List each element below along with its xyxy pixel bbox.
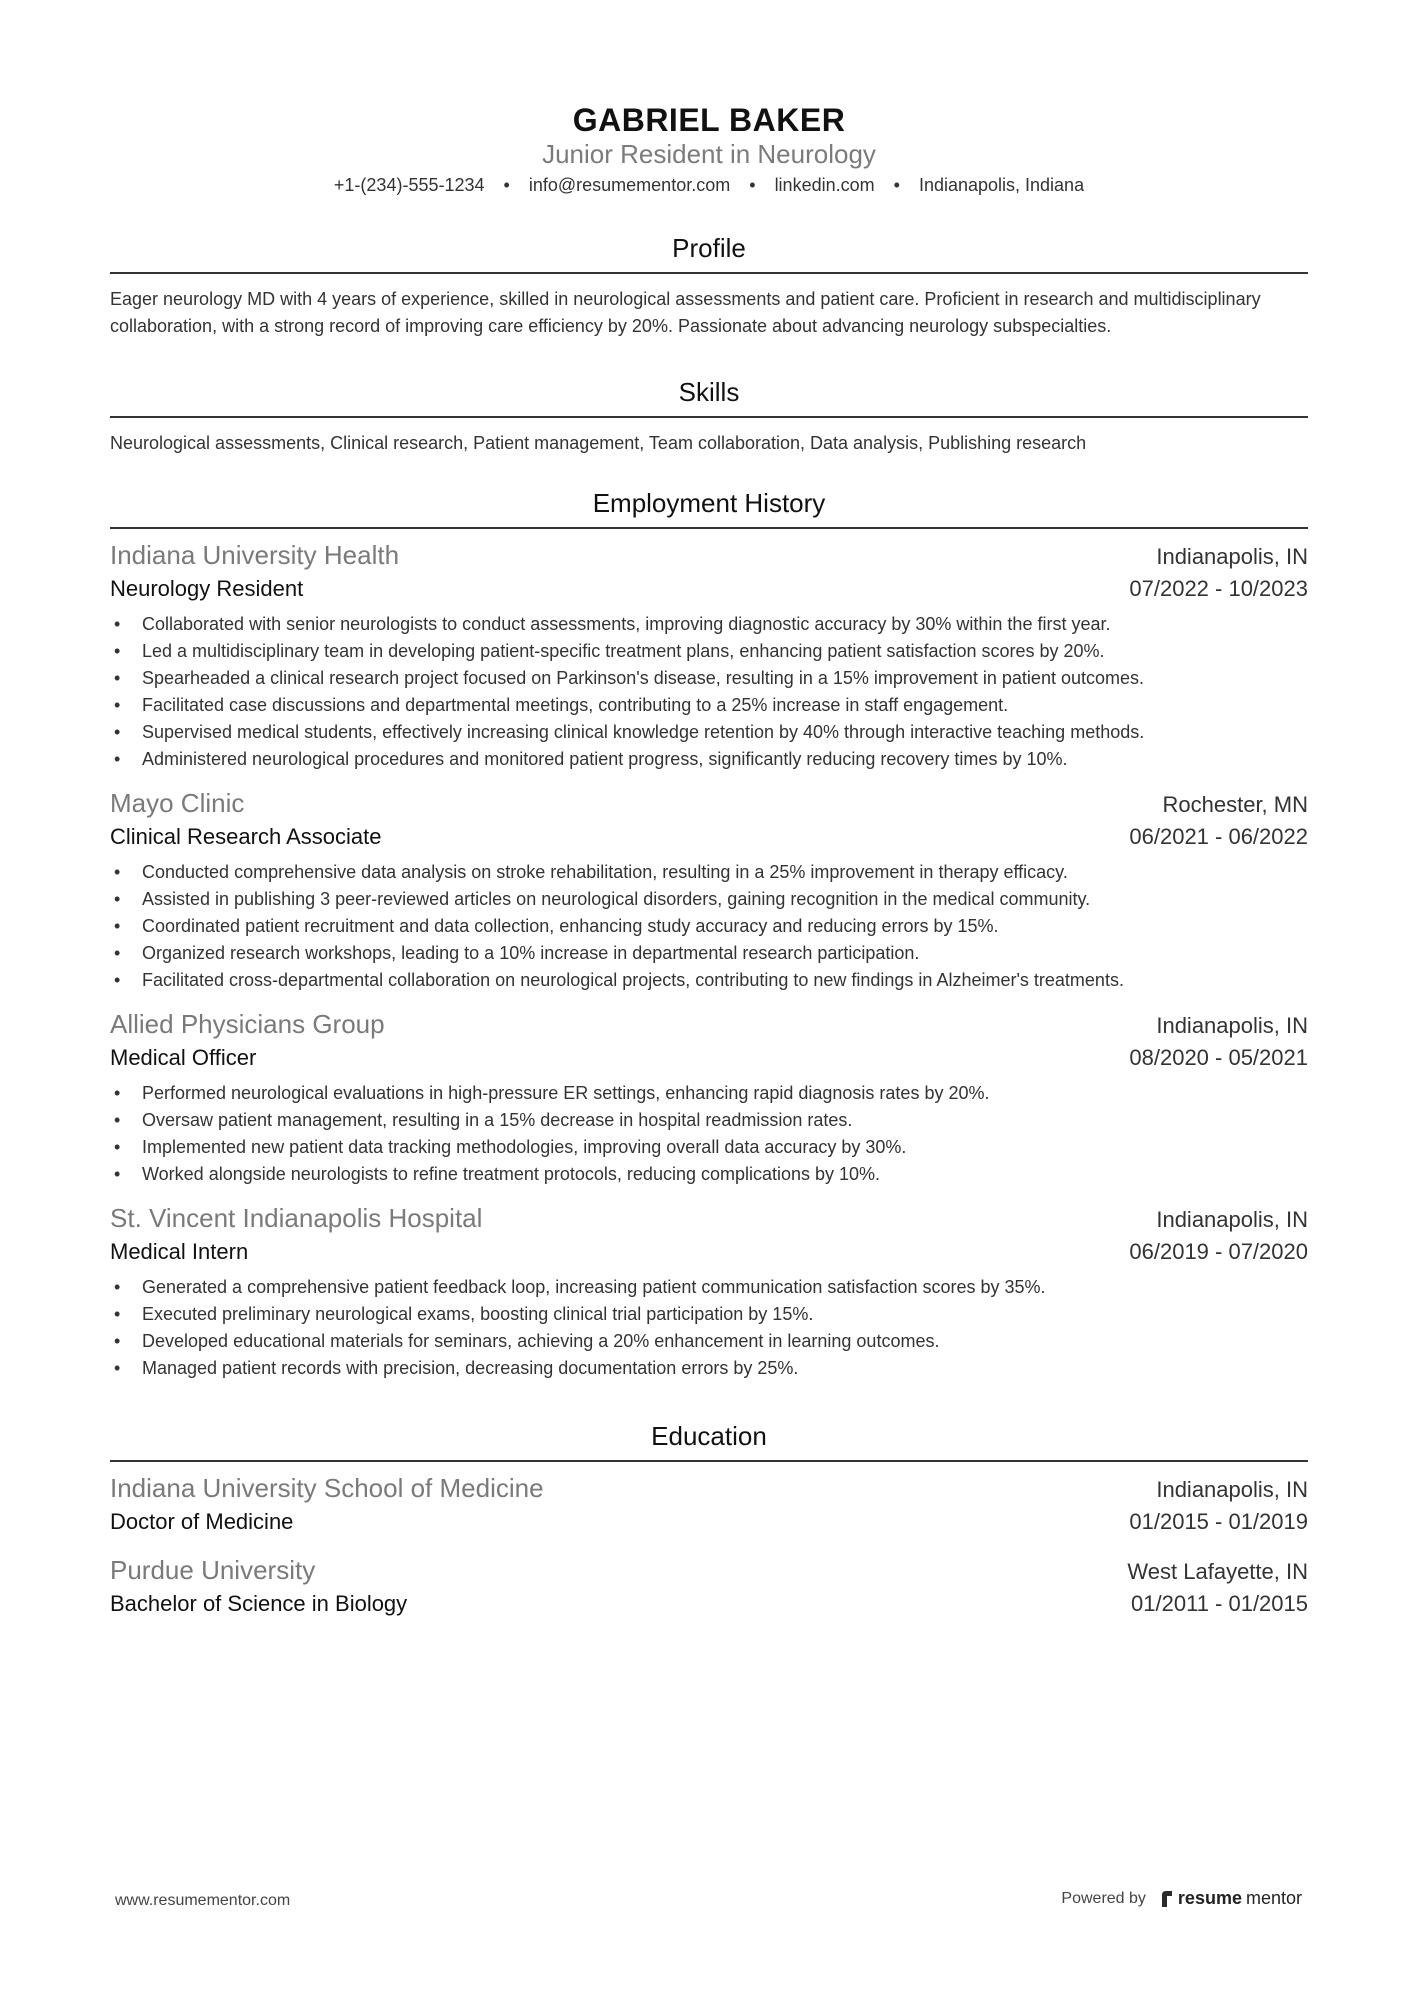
bullet-dot: •	[114, 1137, 121, 1157]
job-bullet	[110, 746, 1308, 773]
job-bullets	[110, 1080, 1308, 1188]
edu-degree: Bachelor of Science in Biology	[110, 1591, 408, 1616]
job-bullet	[110, 859, 1308, 886]
job-entry	[110, 1006, 1308, 1188]
contact-linkedin: linkedin.com	[774, 175, 875, 195]
job-location: Indianapolis, IN	[1156, 1207, 1308, 1232]
contact-location: Indianapolis, Indiana	[918, 175, 1085, 195]
edu-degree-row	[110, 1506, 1308, 1538]
education-heading: Education	[651, 1421, 767, 1451]
job-bullet	[110, 665, 1308, 692]
bullet-dot: •	[114, 862, 121, 882]
brand-name-bold: resume	[1177, 1888, 1242, 1908]
footer-branding	[1061, 1888, 1302, 1909]
bullet-dot: •	[114, 1164, 121, 1184]
contact-line	[110, 170, 1308, 200]
brand-logo	[1160, 1888, 1302, 1909]
job-bullet	[110, 692, 1308, 719]
education-entry	[110, 1470, 1308, 1538]
bullet-dot: •	[114, 641, 121, 661]
brand-name-light: mentor	[1245, 1888, 1302, 1908]
job-role: Clinical Research Associate	[110, 824, 382, 849]
job-bullet-text: Facilitated cross-departmental collaboration on neurological projects, contributing to new findings in Alzheimer's treatments.	[142, 970, 1124, 990]
job-bullet-text: Developed educational materials for seminars, achieving a 20% enhancement in learning outcomes.	[142, 1331, 940, 1351]
bullet-dot: •	[114, 916, 121, 936]
bullet-dot: •	[114, 889, 121, 909]
employment-section	[110, 485, 1308, 1382]
job-bullet	[110, 1161, 1308, 1188]
contact-email: info@resumementor.com	[528, 175, 731, 195]
job-bullet	[110, 913, 1308, 940]
employment-heading: Employment History	[592, 488, 826, 518]
job-header-row	[110, 537, 1308, 573]
job-bullet-text: Coordinated patient recruitment and data collection, enhancing study accuracy and reducing errors by 15%.	[142, 916, 999, 936]
edu-degree-row	[110, 1588, 1308, 1620]
job-bullet-text: Spearheaded a clinical research project focused on Parkinson's disease, resulting in a 15% improvement in patient outcomes.	[142, 668, 1144, 688]
job-bullet	[110, 1107, 1308, 1134]
job-bullet	[110, 1328, 1308, 1355]
bullet-dot: •	[114, 668, 121, 688]
section-divider	[110, 1460, 1308, 1462]
job-bullet	[110, 886, 1308, 913]
job-entry	[110, 537, 1308, 773]
job-role-row	[110, 1042, 1308, 1074]
job-bullet	[110, 1134, 1308, 1161]
bullet-dot: •	[114, 970, 121, 990]
job-bullet-text: Supervised medical students, effectively increasing clinical knowledge retention by 40% through interactive teaching methods.	[142, 722, 1145, 742]
job-bullet-text: Oversaw patient management, resulting in a 15% decrease in hospital readmission rates.	[142, 1110, 853, 1130]
job-bullets	[110, 859, 1308, 994]
job-header-row	[110, 785, 1308, 821]
job-bullet	[110, 611, 1308, 638]
job-role-row	[110, 821, 1308, 853]
section-divider	[110, 527, 1308, 529]
profile-text: Eager neurology MD with 4 years of experience, skilled in neurological assessments and patient care. Proficient in research and multidisciplinary collaboration, with a strong record of improving care efficiency by 20%. Passionate about advancing neurology subspecialties.	[110, 289, 1261, 336]
job-bullet-text: Generated a comprehensive patient feedback loop, increasing patient communication satisfaction scores by 35%.	[142, 1277, 1046, 1297]
candidate-name: GABRIEL BAKER	[572, 102, 846, 138]
job-company: St. Vincent Indianapolis Hospital	[110, 1203, 483, 1233]
job-bullet-text: Administered neurological procedures and monitored patient progress, significantly reducing recovery times by 10%.	[142, 749, 1068, 769]
bullet-dot: •	[114, 1358, 121, 1378]
edu-location: West Lafayette, IN	[1127, 1559, 1308, 1584]
job-bullets	[110, 1274, 1308, 1382]
job-role: Neurology Resident	[110, 576, 304, 601]
skills-heading: Skills	[678, 377, 740, 407]
job-bullet-text: Organized research workshops, leading to a 10% increase in departmental research participation.	[142, 943, 920, 963]
edu-school: Indiana University School of Medicine	[110, 1473, 544, 1503]
job-bullet-text: Conducted comprehensive data analysis on stroke rehabilitation, resulting in a 25% improvement in therapy efficacy.	[142, 862, 1068, 882]
footer-website: www.resumementor.com	[115, 1892, 291, 1909]
bullet-dot: •	[114, 722, 121, 742]
edu-header-row	[110, 1552, 1308, 1588]
contact-separator: •	[893, 175, 900, 195]
job-list	[110, 537, 1308, 1382]
edu-location: Indianapolis, IN	[1156, 1477, 1308, 1502]
job-company: Allied Physicians Group	[110, 1009, 385, 1039]
job-location: Indianapolis, IN	[1156, 544, 1308, 569]
job-dates: 08/2020 - 05/2021	[1129, 1045, 1308, 1070]
job-role-row	[110, 573, 1308, 605]
bullet-dot: •	[114, 695, 121, 715]
job-company: Mayo Clinic	[110, 788, 245, 818]
job-company: Indiana University Health	[110, 540, 400, 570]
job-bullet	[110, 719, 1308, 746]
job-dates: 07/2022 - 10/2023	[1129, 576, 1308, 601]
job-bullet-text: Worked alongside neurologists to refine treatment protocols, reducing complications by 10%.	[142, 1164, 881, 1184]
resume-page	[110, 96, 1308, 1620]
job-bullet-text: Assisted in publishing 3 peer-reviewed articles on neurological disorders, gaining recognition in the medical community.	[142, 889, 1091, 909]
job-bullet-text: Performed neurological evaluations in high-pressure ER settings, enhancing rapid diagnosis rates by 20%.	[142, 1083, 990, 1103]
education-section	[110, 1418, 1308, 1620]
job-bullet	[110, 940, 1308, 967]
section-divider	[110, 272, 1308, 274]
contact-separator: •	[503, 175, 510, 195]
job-bullet	[110, 1080, 1308, 1107]
job-bullet-text: Executed preliminary neurological exams, boosting clinical trial participation by 15%.	[142, 1304, 814, 1324]
bullet-dot: •	[114, 1277, 121, 1297]
job-location: Indianapolis, IN	[1156, 1013, 1308, 1038]
job-bullet	[110, 1355, 1308, 1382]
job-dates: 06/2019 - 07/2020	[1129, 1239, 1308, 1264]
job-bullet	[110, 967, 1308, 994]
bullet-dot: •	[114, 1331, 121, 1351]
edu-degree: Doctor of Medicine	[110, 1509, 294, 1534]
edu-school: Purdue University	[110, 1555, 316, 1585]
bullet-dot: •	[114, 1304, 121, 1324]
job-bullet-text: Managed patient records with precision, decreasing documentation errors by 25%.	[142, 1358, 799, 1378]
job-bullets	[110, 611, 1308, 773]
contact-phone: +1-(234)-555-1234	[333, 175, 485, 195]
job-role: Medical Officer	[110, 1045, 257, 1070]
job-bullet-text: Implemented new patient data tracking methodologies, improving overall data accuracy by 30%.	[142, 1137, 907, 1157]
job-entry	[110, 785, 1308, 994]
bullet-dot: •	[114, 1110, 121, 1130]
skills-text: Neurological assessments, Clinical research, Patient management, Team collaboration, Data analysis, Publishing research	[110, 433, 1087, 453]
education-list	[110, 1470, 1308, 1620]
edu-header-row	[110, 1470, 1308, 1506]
profile-section	[110, 230, 1308, 340]
job-dates: 06/2021 - 06/2022	[1129, 824, 1308, 849]
job-header-row	[110, 1200, 1308, 1236]
job-location: Rochester, MN	[1162, 792, 1308, 817]
bullet-dot: •	[114, 614, 121, 634]
section-divider	[110, 416, 1308, 418]
bullet-dot: •	[114, 749, 121, 769]
skills-section	[110, 374, 1308, 457]
job-entry	[110, 1200, 1308, 1382]
brand-mark-icon	[1160, 1890, 1174, 1908]
contact-separator: •	[749, 175, 756, 195]
job-role-row	[110, 1236, 1308, 1268]
profile-heading: Profile	[672, 233, 746, 263]
job-role: Medical Intern	[110, 1239, 249, 1264]
job-bullet	[110, 1301, 1308, 1328]
job-bullet-text: Led a multidisciplinary team in developing patient-specific treatment plans, enhancing patient satisfaction scores by 20%.	[142, 641, 1105, 661]
bullet-dot: •	[114, 943, 121, 963]
edu-dates: 01/2015 - 01/2019	[1129, 1509, 1308, 1534]
job-bullet	[110, 1274, 1308, 1301]
edu-dates: 01/2011 - 01/2015	[1131, 1591, 1308, 1616]
job-header-row	[110, 1006, 1308, 1042]
powered-by-label: Powered by	[1061, 1889, 1146, 1907]
candidate-title: Junior Resident in Neurology	[542, 139, 876, 169]
job-bullet-text: Collaborated with senior neurologists to conduct assessments, improving diagnostic accuracy by 30% within the first year.	[142, 614, 1111, 634]
job-bullet-text: Facilitated case discussions and departmental meetings, contributing to a 25% increase in staff engagement.	[142, 695, 1009, 715]
job-bullet	[110, 638, 1308, 665]
bullet-dot: •	[114, 1083, 121, 1103]
education-entry	[110, 1552, 1308, 1620]
